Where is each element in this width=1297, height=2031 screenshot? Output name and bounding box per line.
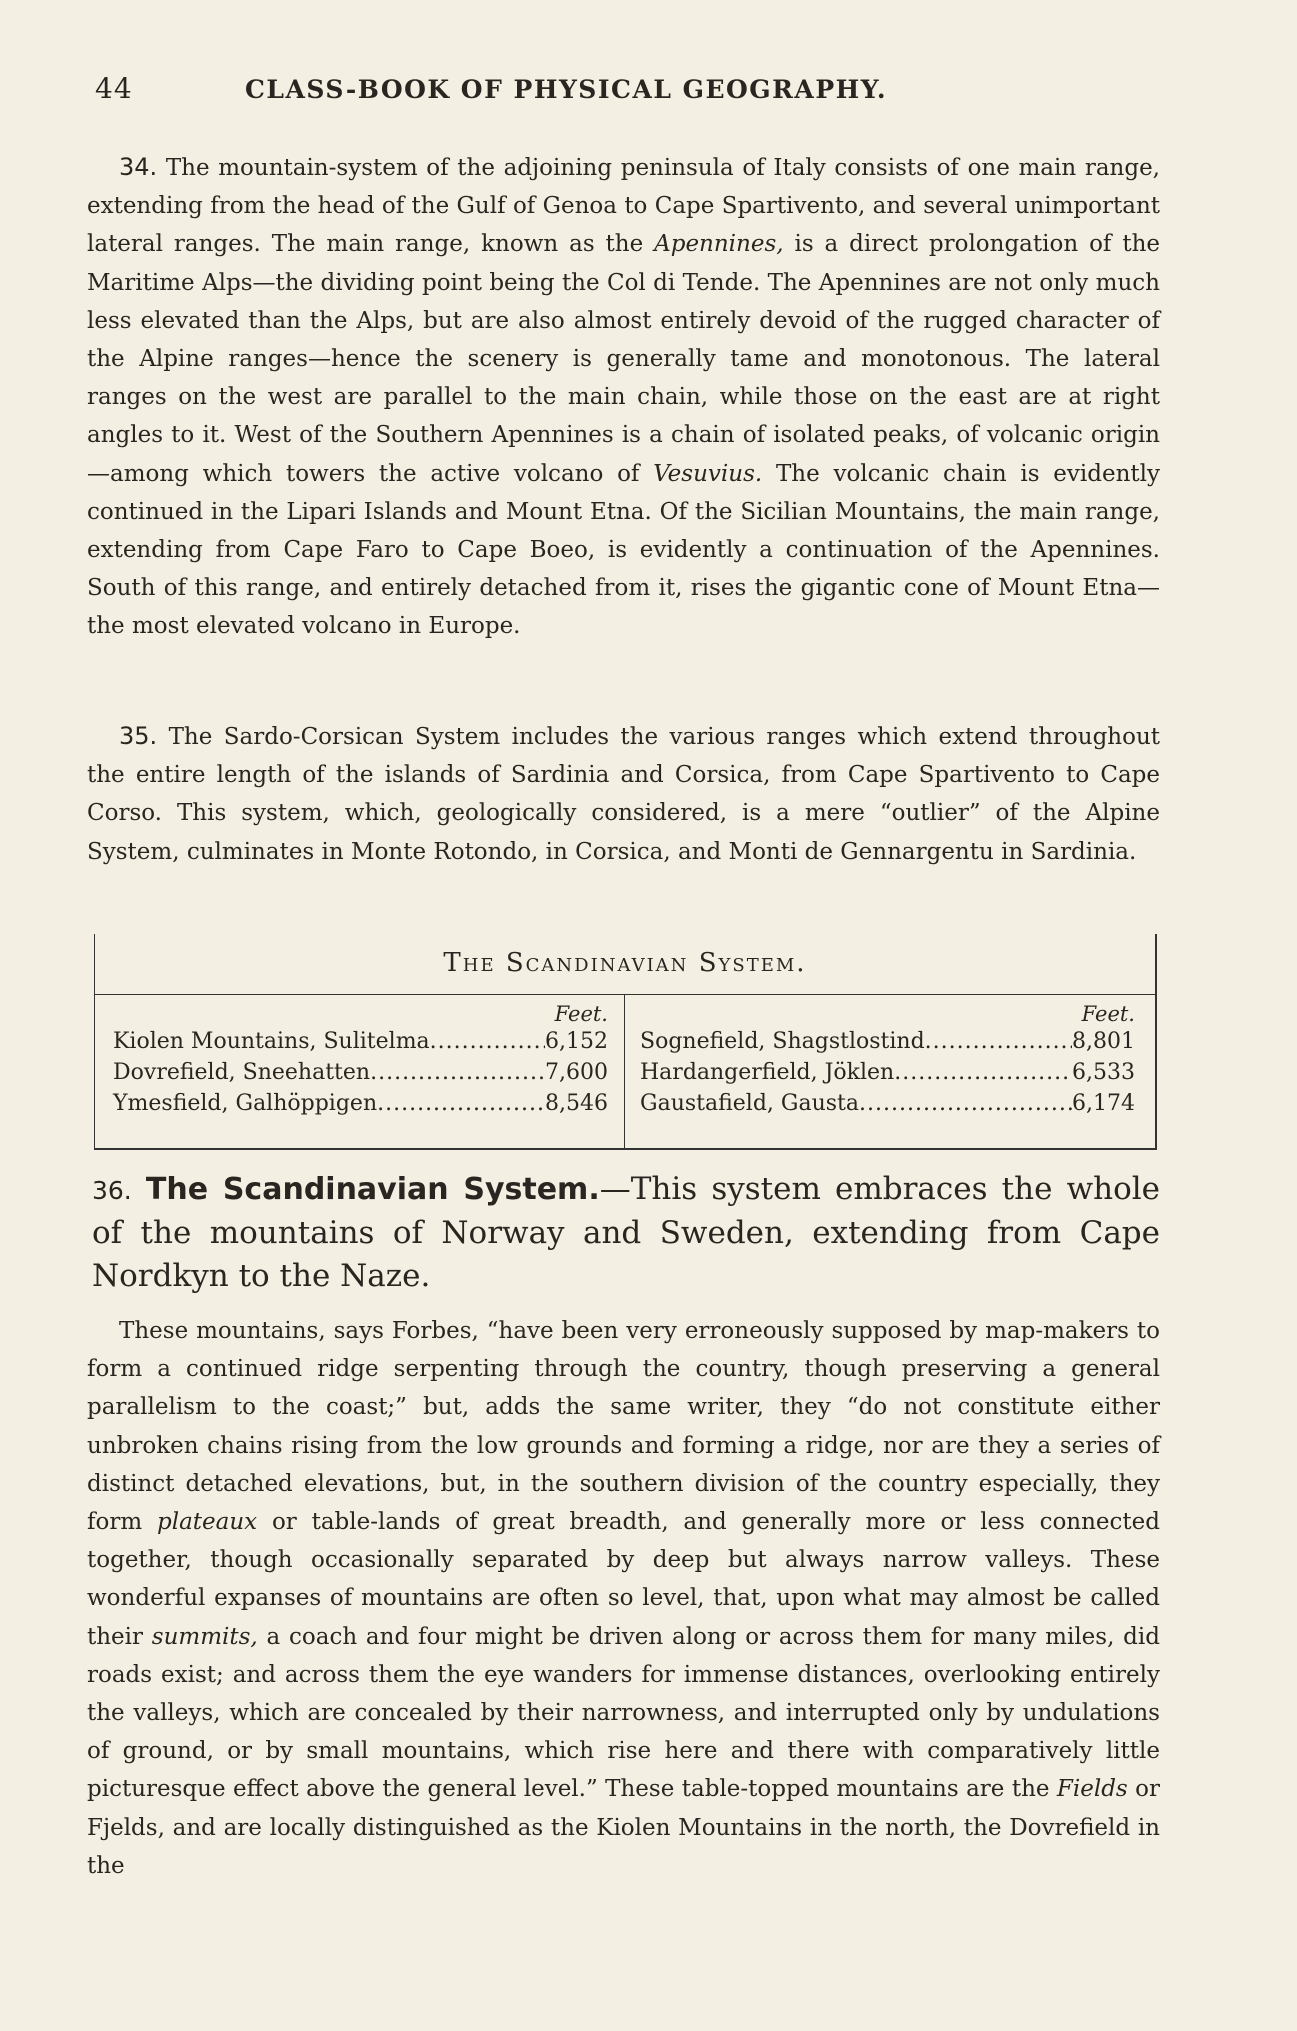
paragraph-text: or table-lands of great breadth, and generally more or less connected together, though occasionally separated by deep but always narrow valleys. These wonderful expanses of mountains are often so level, that, upon what may almost be called their bbox=[87, 1509, 1160, 1650]
running-title: CLASS-BOOK OF PHYSICAL GEOGRAPHY. bbox=[245, 75, 888, 104]
range-name: Ymesfield, Galhöppigen bbox=[113, 1091, 378, 1116]
paragraph-text: a coach and four might be driven along or across them for many miles, did roads exist; and across them the eye wanders for immense distances, overlooking entirely the valleys, which are concealed by their narrowness, and interrupted only by undulations of ground, or by small mountains, which rise here and there with comparatively little picturesque effect above the general level.” These table-topped mountains are the bbox=[87, 1623, 1160, 1803]
section-number: 36. bbox=[92, 1176, 132, 1205]
height-value: 8,801 bbox=[1072, 1029, 1135, 1054]
emphasis-apennines: Apennines, bbox=[654, 231, 784, 258]
unit-label: Feet. bbox=[554, 1002, 608, 1026]
height-value: 6,174 bbox=[1072, 1091, 1135, 1116]
range-name: Dovrefield, Sneehatten bbox=[113, 1060, 371, 1085]
section-heading: The Scandinavian System. bbox=[145, 1172, 600, 1207]
table-column-right bbox=[640, 998, 1135, 1119]
leader-dots bbox=[925, 1026, 1072, 1057]
paragraph-text: is a direct prolongation of the Maritime Alps—the dividing point being the Col di Tende. The Apennines are not only much less elevated than the Alps, but are also almost entirely devoid of the rugged character of the Alpine ranges—hence the scenery is generally tame and monotonous. The lateral ranges on the west are parallel to the main chain, while those on the east are at right angles to it. West of the Southern Apennines is a chain of isolated peaks, of volcanic origin—among which towers the active volcano of bbox=[87, 231, 1160, 487]
paragraph-34 bbox=[87, 148, 1160, 646]
height-value: 7,600 bbox=[545, 1060, 608, 1085]
height-value: 6,533 bbox=[1072, 1060, 1135, 1085]
section-number: 35. bbox=[119, 722, 158, 750]
paragraph-text: The mountain-system of the adjoining peninsula of Italy consists of one main range, extending from the head of the Gulf of Genoa to Cape Spartivento, and several unimportant lateral ranges. The main range, known as the bbox=[87, 155, 1160, 258]
paragraph-text: The volcanic chain is evidently continued in the Lipari Islands and Mount Etna. Of the Sicilian Mountains, the main range, extending from Cape Faro to Cape Boeo, is evidently a continuation of the Apennines. South of this range, and entirely detached from it, rises the gigantic cone of Mount Etna—the most elevated volcano in Europe. bbox=[87, 460, 1161, 640]
height-value: 6,152 bbox=[545, 1029, 608, 1054]
emphasis-fields: Fields bbox=[1056, 1776, 1128, 1803]
table-row bbox=[113, 1057, 608, 1088]
emphasis-vesuvius: Vesuvius. bbox=[653, 460, 763, 487]
table-row bbox=[113, 1088, 608, 1119]
paragraph-text: or Fjelds, and are locally distinguished as the Kiolen Mountains in the north, the Dovrefield in the bbox=[87, 1776, 1160, 1879]
paragraph-text: These mountains, says Forbes, “have been very erroneously supposed by map-makers to form a continued ridge serpenting through the country, though preserving a general parallelism to the coast;” but, adds the same writer, they “do not constitute either unbroken chains rising from the low grounds and forming a ridge, nor are they a series of distinct detached elevations, but, in the southern division of the country especially, they form bbox=[87, 1318, 1160, 1536]
table-row bbox=[640, 1026, 1135, 1057]
section-number: 34. bbox=[119, 153, 158, 181]
unit-label: Feet. bbox=[1081, 1002, 1135, 1026]
table-row bbox=[640, 1088, 1135, 1119]
table-column-divider bbox=[624, 994, 625, 1148]
table-caption: The Scandinavian System. bbox=[443, 948, 807, 978]
scandinavian-heights-table bbox=[94, 934, 1157, 1150]
paragraph-36-heading bbox=[92, 1168, 1160, 1298]
range-name: Hardangerfield, Jöklen bbox=[640, 1060, 895, 1085]
leader-dots bbox=[894, 1057, 1072, 1088]
range-name: Gaustafield, Gausta bbox=[640, 1091, 860, 1116]
emphasis-summits: summits, bbox=[151, 1623, 258, 1650]
leader-dots bbox=[370, 1057, 545, 1088]
page-number: 44 bbox=[95, 72, 133, 105]
height-value: 8,546 bbox=[545, 1091, 608, 1116]
table-row bbox=[113, 1026, 608, 1057]
paragraph-36-body bbox=[87, 1312, 1160, 1885]
leader-dots bbox=[859, 1088, 1072, 1119]
leader-dots bbox=[430, 1026, 545, 1057]
emphasis-plateaux: plateaux bbox=[156, 1509, 258, 1536]
running-header bbox=[95, 72, 1157, 112]
leader-dots bbox=[377, 1088, 545, 1119]
table-column-left bbox=[113, 998, 608, 1119]
table-rule bbox=[95, 994, 1155, 995]
table-row bbox=[640, 1057, 1135, 1088]
paragraph-35 bbox=[87, 717, 1160, 871]
range-name: Sognefield, Shagstlostind bbox=[640, 1029, 925, 1054]
heading-lead-text: —This system embraces the whole of the mountains of Norway and Sweden, extending from Cape Nordkyn to the Naze. bbox=[92, 1171, 1160, 1294]
paragraph-text: The Sardo-Corsican System includes the various ranges which extend throughout the entire length of the islands of Sardinia and Corsica, from Cape Spartivento to Cape Corso. This system, which, geologically considered, is a mere “outlier” of the Alpine System, culminates in Monte Rotondo, in Corsica, and Monti de Gennargentu in Sardinia. bbox=[87, 724, 1161, 865]
range-name: Kiolen Mountains, Sulitelma bbox=[113, 1029, 430, 1054]
